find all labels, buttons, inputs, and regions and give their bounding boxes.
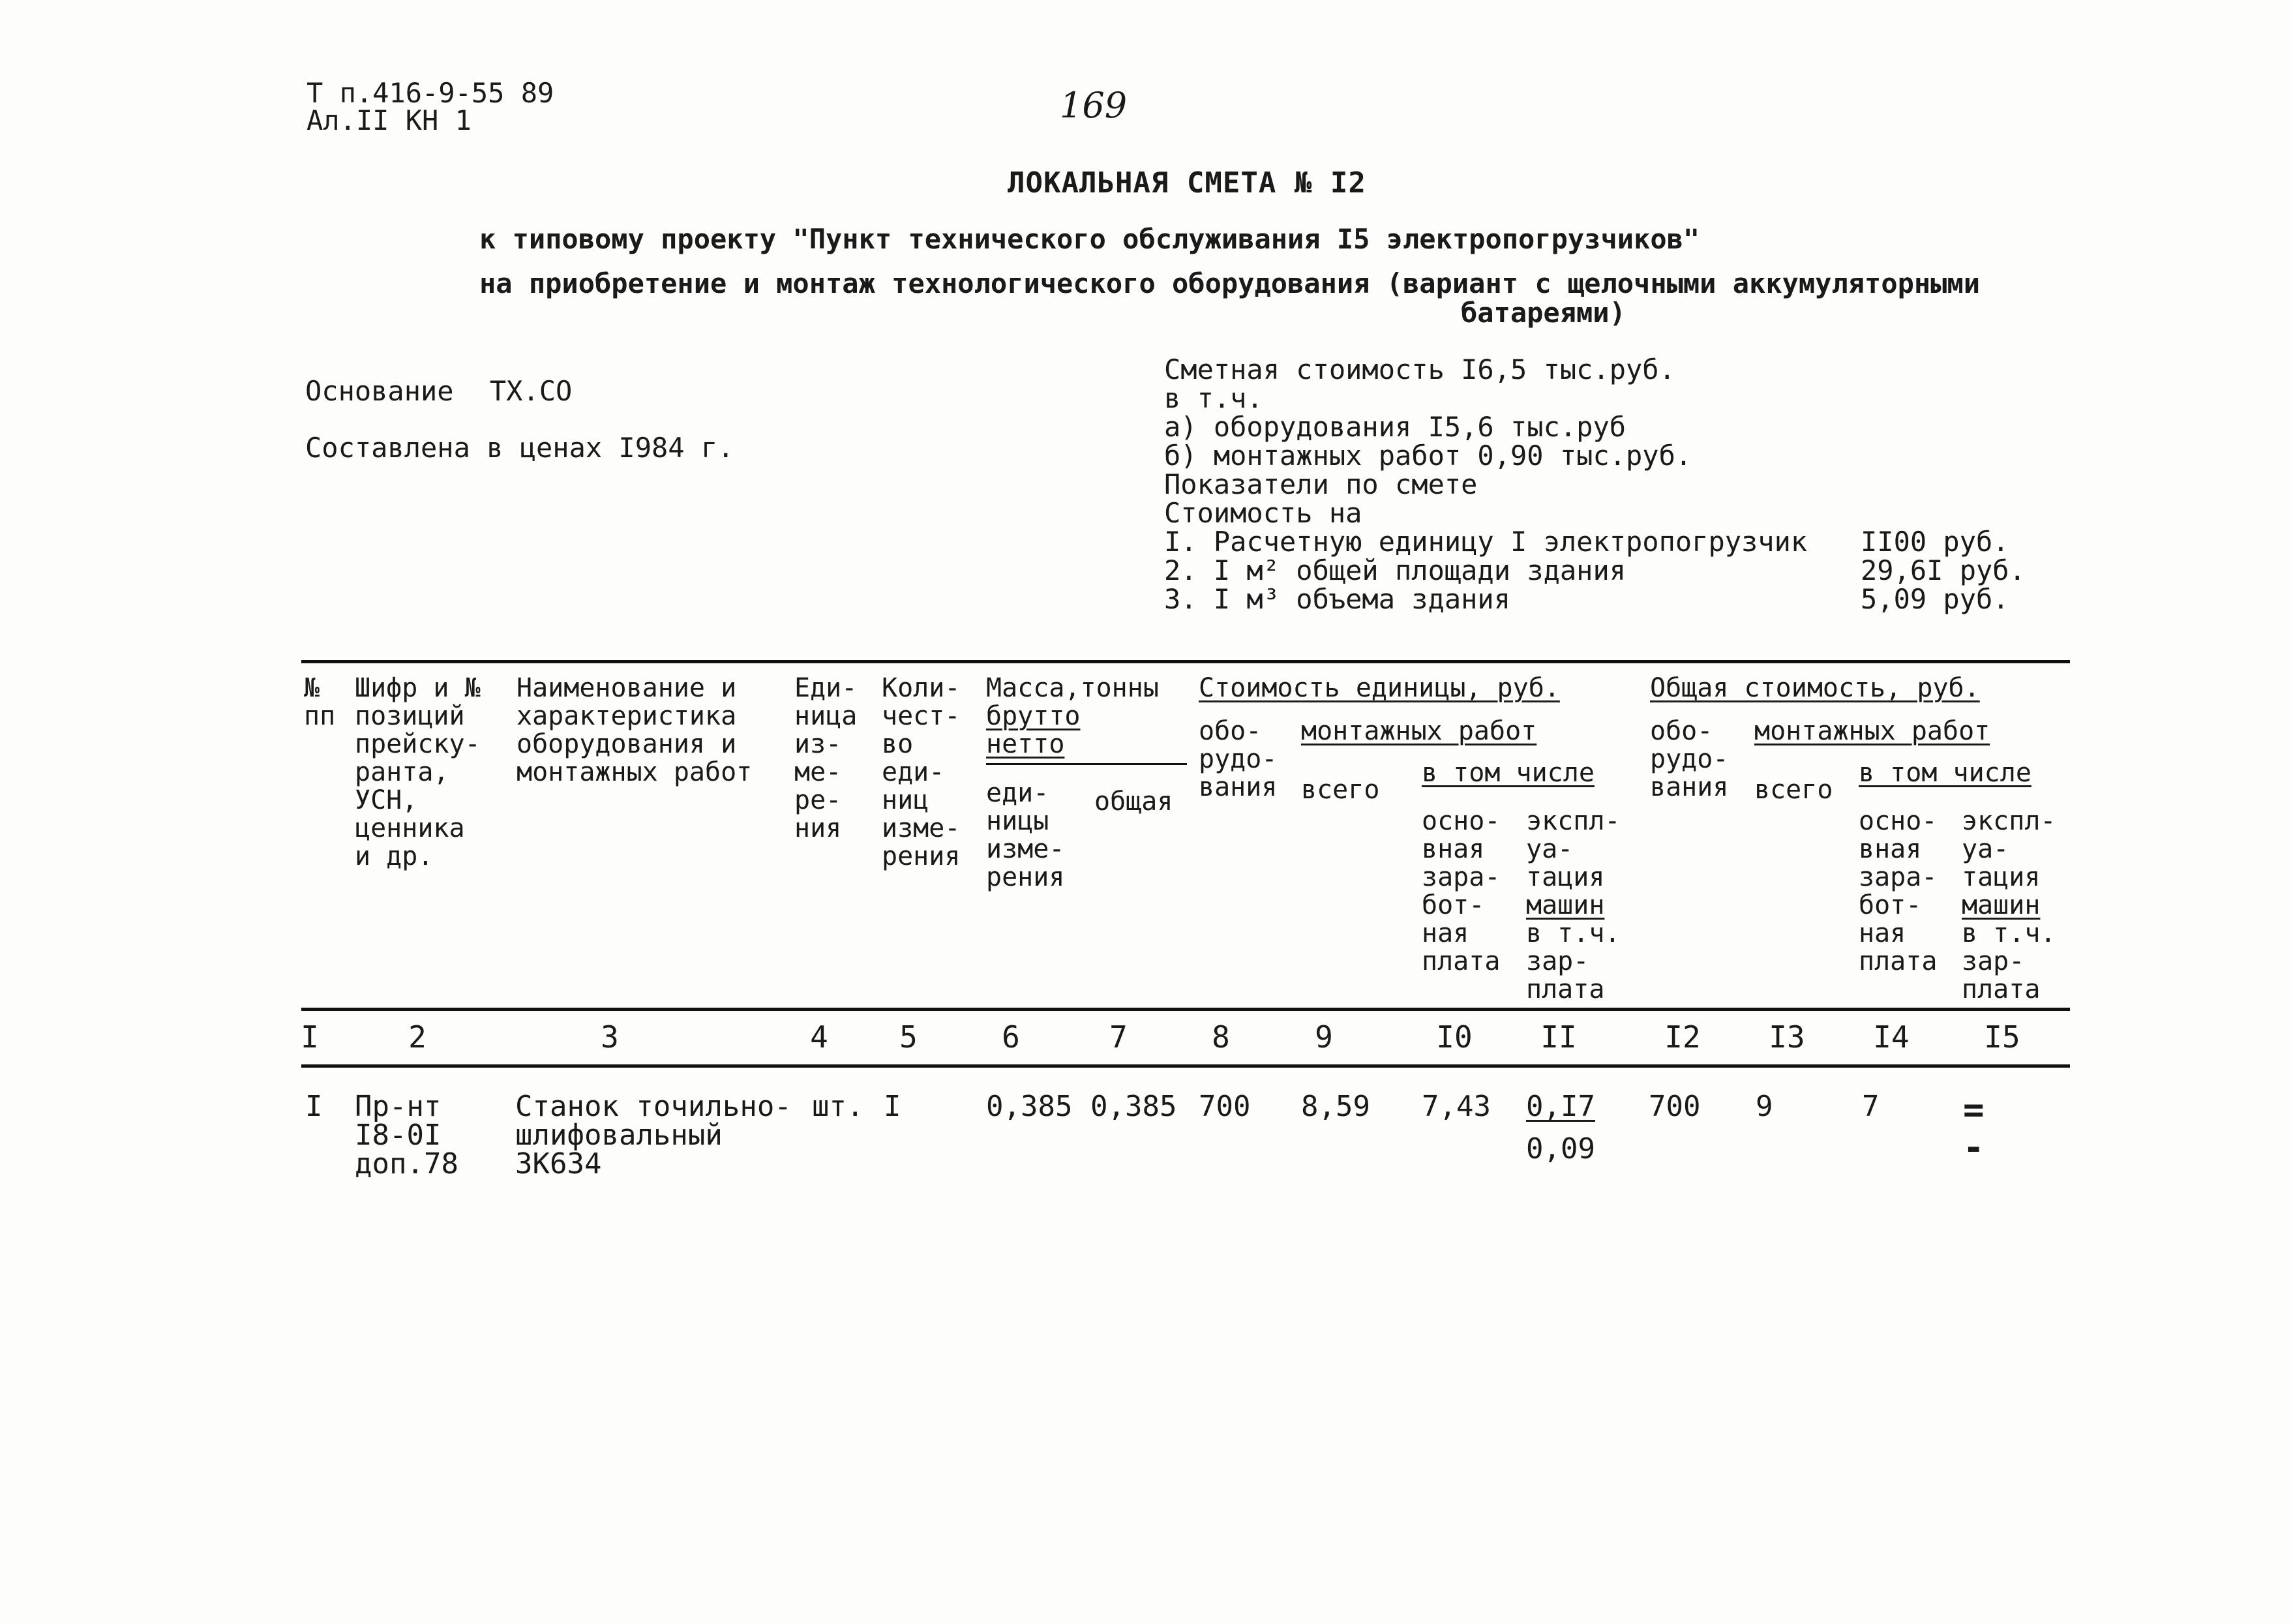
header-bottom-rule [301, 1008, 2070, 1011]
indicators-title: Показатели по смете [1164, 468, 1478, 500]
document-reference [307, 77, 554, 136]
header-col-13: всего [1754, 775, 1833, 805]
header-col-12: обо- рудо- вания [1650, 716, 1729, 802]
column-number: 6 [1002, 1019, 1020, 1055]
header-col-11-mid: машин [1526, 890, 1605, 920]
row-item-name: Станок точильно- шлифовальный ЗК634 [515, 1090, 792, 1180]
indicator-1-value: II00 руб. [1861, 526, 2009, 558]
mass-divider [986, 763, 1187, 765]
equipment-cost: а) оборудования I5,6 тыс.руб [1164, 411, 1626, 443]
column-number: I5 [1984, 1019, 2020, 1055]
cost-on-label: Стоимость на [1164, 497, 1362, 529]
indicator-2-label: 2. I м² общей площади здания [1164, 554, 1626, 586]
indicator-1 [1164, 528, 2051, 556]
header-col-5: Коли- чест- во еди- ниц изме- рения [882, 673, 961, 871]
column-number: 7 [1109, 1019, 1128, 1055]
installation-cost: б) монтажных работ 0,90 тыс.руб. [1164, 440, 1692, 472]
column-number: 2 [408, 1019, 427, 1055]
row-equipment-total-cost: 700 [1649, 1090, 1701, 1123]
indicator-2 [1164, 556, 2051, 585]
row-machines-unit: 0,I7 [1526, 1090, 1595, 1123]
header-mass-netto: нетто [986, 729, 1065, 759]
row-mass-total: 0,385 [1090, 1090, 1177, 1123]
subtitle-line-3: батареями) [1461, 297, 1626, 329]
row-wages-unit: 7,43 [1422, 1090, 1491, 1123]
row-wages-total: 7 [1862, 1090, 1880, 1123]
header-col-15-mid: машин [1962, 890, 2041, 920]
header-col-10: осно- вная зара- бот- ная плата [1422, 806, 1501, 976]
row-machines-wages-unit: 0,09 [1526, 1132, 1595, 1165]
header-col-11-top: экспл- уа- тация [1526, 806, 1621, 892]
column-number: I0 [1436, 1019, 1473, 1055]
column-number: 4 [810, 1019, 828, 1055]
reference-line-2: Ал.II КН 1 [307, 104, 472, 136]
table-top-rule [301, 660, 2070, 663]
subtitle-line-1: к типовому проекту "Пункт технического обслуживания I5 электропогрузчиков" [479, 223, 1700, 255]
row-machines-wages-total: - [1963, 1127, 1985, 1168]
header-col-3: Наименование и характеристика оборудования и монтажных работ [517, 673, 753, 787]
header-col-4: Еди- ница из- ме- ре- ния [794, 673, 858, 843]
header-mass-brutto: брутто [986, 701, 1081, 731]
row-equipment-unit-cost: 700 [1199, 1090, 1251, 1123]
row-installation-total: 9 [1756, 1090, 1773, 1123]
column-number: 3 [601, 1019, 619, 1055]
column-number-rule [301, 1064, 2070, 1068]
header-col-15-bot: в т.ч. зар- плата [1962, 918, 2056, 1004]
header-incl-group-2: в том числе [1859, 758, 2031, 788]
basis-value: ТХ.СО [489, 375, 573, 407]
column-number: 8 [1212, 1019, 1230, 1055]
column-number: I [301, 1019, 319, 1055]
column-number: 5 [899, 1019, 918, 1055]
column-number: I2 [1664, 1019, 1701, 1055]
header-total-cost-group: Общая стоимость, руб. [1650, 673, 1980, 703]
indicator-3 [1164, 585, 2051, 614]
basis-label: Основание [305, 375, 454, 407]
total-cost: Сметная стоимость I6,5 тыс.руб. [1164, 353, 1675, 385]
column-number: I4 [1873, 1019, 1910, 1055]
column-number: I3 [1769, 1019, 1805, 1055]
reference-line-1: Т п.416-9-55 89 [307, 77, 554, 109]
basis [305, 375, 572, 407]
row-unit: шт. [812, 1090, 864, 1123]
header-col-1: № пп [304, 673, 336, 731]
header-incl-group-1: в том числе [1422, 758, 1595, 788]
document-title: ЛОКАЛЬНАЯ СМЕТА № I2 [1008, 166, 1366, 200]
column-number: 9 [1315, 1019, 1333, 1055]
header-col-14: осно- вная зара- бот- ная плата [1859, 806, 1938, 976]
subtitle-line-2: на приобретение и монтаж технологического оборудования (вариант с щелочными аккумуляторными [479, 267, 1981, 299]
row-price-code: Пр-нт I8-0I доп.78 [355, 1090, 458, 1180]
page-number: 169 [1060, 85, 1128, 126]
header-install-group-2: монтажных работ [1754, 716, 1990, 746]
including-label: в т.ч. [1164, 382, 1263, 414]
indicator-1-label: I. Расчетную единицу I электропогрузчик [1164, 526, 1808, 558]
row-installation-unit-total: 8,59 [1301, 1090, 1370, 1123]
indicator-3-label: 3. I м³ объема здания [1164, 583, 1511, 615]
prices-note: Составлена в ценах I984 г. [305, 432, 734, 464]
header-col-9: всего [1301, 775, 1380, 805]
column-number: II [1540, 1019, 1577, 1055]
cost-summary [1164, 355, 2051, 614]
row-mass-unit: 0,385 [986, 1090, 1073, 1123]
header-col-15-top: экспл- уа- тация [1962, 806, 2056, 892]
row-number: I [305, 1090, 323, 1123]
header-col-11-bot: в т.ч. зар- плата [1526, 918, 1621, 1004]
row-quantity: I [884, 1090, 901, 1123]
header-col-7: общая [1094, 787, 1173, 817]
row-machines-total: = [1963, 1089, 1985, 1130]
header-install-group-1: монтажных работ [1301, 716, 1537, 746]
header-col-6: еди- ницы изме- рения [986, 778, 1065, 892]
header-col-8: обо- рудо- вания [1199, 716, 1278, 802]
header-mass-group: Масса,тонны [986, 673, 1159, 703]
header-unit-cost-group: Стоимость единицы, руб. [1199, 673, 1560, 703]
indicator-2-value: 29,6I руб. [1861, 554, 2026, 586]
indicator-3-value: 5,09 руб. [1861, 583, 2009, 615]
header-col-2: Шифр и № позиций прейску- ранта, УСН, ценника и др. [355, 673, 481, 871]
